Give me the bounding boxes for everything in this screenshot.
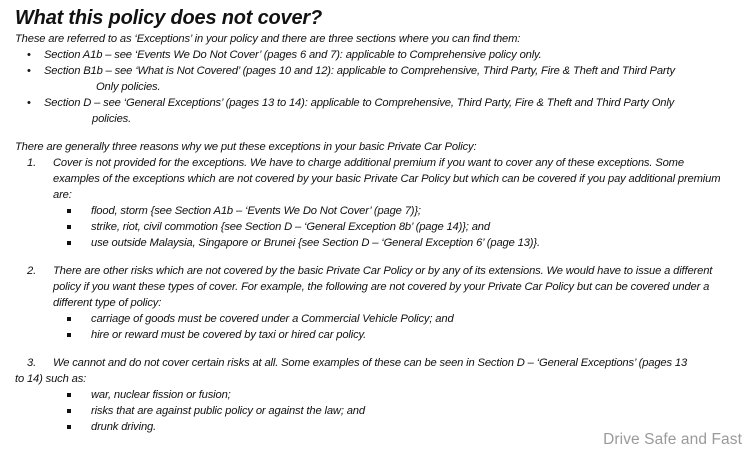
- list-item: [53, 403, 733, 419]
- policy-document: [15, 5, 733, 435]
- sections-list: [15, 47, 733, 127]
- square-bullet-icon: [67, 425, 71, 429]
- example-text: use outside Malaysia, Singapore or Brunei {see Section D – ‘General Exception 6’ (page 13)}.: [91, 237, 540, 249]
- example-list: [53, 387, 733, 435]
- section-text: Section B1b – see ‘What is Not Covered’ (pages 10 and 12): applicable to Comprehensive, Third Party, Fire & Theft and Third Party: [44, 65, 675, 77]
- list-item: [53, 387, 733, 403]
- page-title: What this policy does not cover?: [15, 7, 322, 29]
- spacer: [15, 343, 733, 355]
- list-item: [53, 327, 733, 343]
- watermark-text: Drive Safe and Fast: [603, 431, 742, 448]
- list-item: [53, 203, 733, 219]
- list-item: [53, 219, 733, 235]
- example-text: war, nuclear fission or fusion;: [91, 389, 231, 401]
- list-item: [53, 235, 733, 251]
- reason-number: 1.: [27, 157, 37, 169]
- list-item: [15, 47, 733, 63]
- reason-number: 3.: [27, 357, 37, 369]
- reason-item: [15, 355, 733, 435]
- example-text: flood, storm {see Section A1b – ‘Events We Do Not Cover’ (page 7)};: [91, 205, 421, 217]
- square-bullet-icon: [67, 333, 71, 337]
- square-bullet-icon: [67, 209, 71, 213]
- square-bullet-icon: [67, 393, 71, 397]
- reason-number: 2.: [27, 265, 37, 277]
- example-text: risks that are against public policy or against the law; and: [91, 405, 365, 417]
- example-list: [53, 311, 733, 343]
- square-bullet-icon: [67, 241, 71, 245]
- example-text: strike, riot, civil commotion {see Section D – ‘General Exception 8b’ (page 14)}; and: [91, 221, 490, 233]
- example-list: [53, 203, 733, 251]
- square-bullet-icon: [67, 409, 71, 413]
- section-text: Section D – see ‘General Exceptions’ (pages 13 to 14): applicable to Comprehensive, Third Party, Fire & Theft and Third Party Only: [44, 97, 675, 109]
- example-text: hire or reward must be covered by taxi or hired car policy.: [91, 329, 367, 341]
- spacer: [15, 251, 733, 263]
- reasons-list: [15, 155, 733, 435]
- example-text: drunk driving.: [91, 421, 157, 433]
- section-text-continued: policies.: [92, 113, 132, 125]
- list-item: [53, 311, 733, 327]
- bullet-icon: •: [27, 49, 31, 61]
- reason-item: [15, 155, 733, 251]
- section-text-continued: Only policies.: [96, 81, 161, 93]
- intro-text: These are referred to as ‘Exceptions’ in your policy and there are three sections where you can find them:: [15, 33, 521, 45]
- square-bullet-icon: [67, 317, 71, 321]
- section-text: Section A1b – see ‘Events We Do Not Cover’ (pages 6 and 7): applicable to Comprehensive policy only.: [44, 49, 542, 61]
- square-bullet-icon: [67, 225, 71, 229]
- example-text: carriage of goods must be covered under a Commercial Vehicle Policy; and: [91, 313, 454, 325]
- spacer: [15, 127, 733, 139]
- list-item: [15, 95, 733, 127]
- list-item: [15, 63, 733, 95]
- bullet-icon: •: [27, 97, 31, 109]
- reasons-intro-text: There are generally three reasons why we put these exceptions in your basic Private Car Policy:: [15, 141, 477, 153]
- reason-text: Cover is not provided for the exceptions. We have to charge additional premium if you want to cover any of these exceptions. Some examples of the exceptions which are not covered by your basic Private Car Policy but which can be covered if you pay additional premium are:: [53, 157, 721, 201]
- reason-text: There are other risks which are not covered by the basic Private Car Policy or by any of its extensions. We would have to issue a different policy if you want these types of cover. For example, the following are not covered by your Private Car Policy but can be covered under a different type of policy:: [53, 265, 713, 309]
- reason-text: We cannot and do not cover certain risks at all. Some examples of these can be seen in Section D – ‘General Exceptions’ (pages 13: [53, 357, 688, 369]
- bullet-icon: •: [27, 65, 31, 77]
- reason-item: [15, 263, 733, 343]
- reason-text-continued: to 14) such as:: [15, 373, 87, 385]
